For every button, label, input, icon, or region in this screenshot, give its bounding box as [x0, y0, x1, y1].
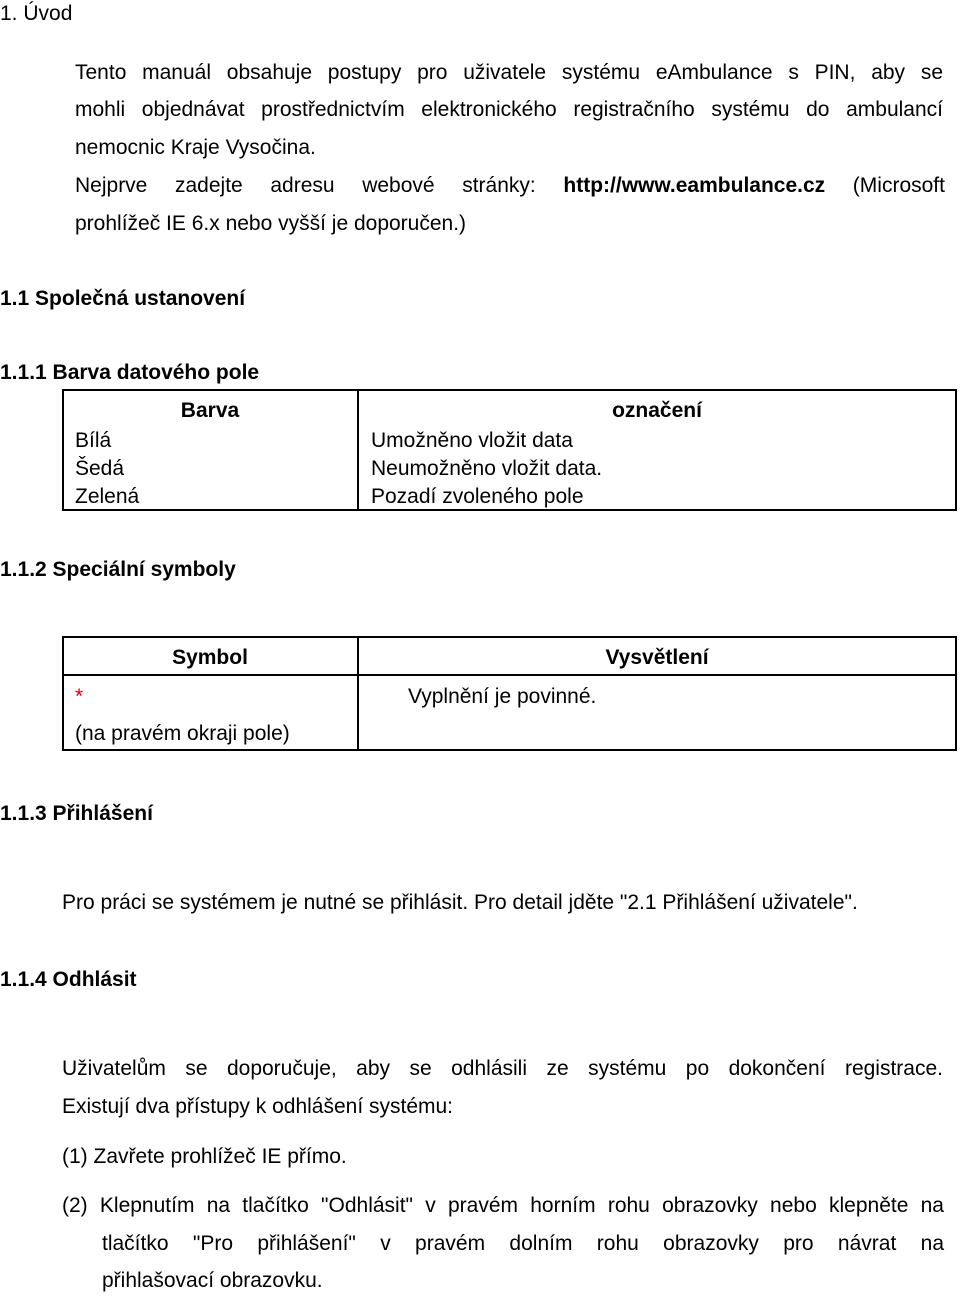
logout-line-2: Existují dva přístupy k odhlášení systému: [62, 1095, 454, 1118]
intro-line-1: Tento manuál obsahuje postupy pro uživatele systému eAmbulance s PIN, aby se [75, 61, 943, 84]
color-table-header-barva: Barva [180, 399, 240, 422]
color-table-cell: Neumožněno vložit data. [371, 457, 603, 480]
symbol-note: (na pravém okraji pole) [75, 722, 290, 745]
logout-item-2-line-1: (2) Klepnutím na tlačítko "Odhlásit" v pravém horním rohu obrazovky nebo klepněte na [62, 1194, 944, 1217]
heading-odhlasit: 1.1.4 Odhlásit [0, 968, 137, 991]
logout-line-1: Uživatelům se doporučuje, aby se odhlásili ze systému po dokončení registrace. [62, 1057, 943, 1080]
heading-spolecna-ustanoveni: 1.1 Společná ustanovení [0, 287, 246, 310]
logout-item-1: (1) Zavřete prohlížeč IE přímo. [62, 1145, 347, 1168]
color-table-cell: Šedá [75, 457, 125, 480]
heading-specialni-symboly: 1.1.2 Speciální symboly [0, 558, 236, 581]
heading-uvod: 1. Úvod [0, 2, 73, 25]
color-table-cell: Pozadí zvoleného pole [371, 485, 584, 508]
login-text: Pro práci se systémem je nutné se přihlásit. Pro detail jděte "2.1 Přihlášení uživatele". [62, 891, 858, 914]
intro-line-4 [75, 174, 945, 198]
intro-line-4-suffix: (Microsoft [852, 174, 945, 197]
symbol-table-header-rule [62, 674, 957, 676]
intro-line-2: mohli objednávat prostřednictvím elektronického registračního systému do ambulancí [75, 98, 943, 121]
symbol-explanation: Vyplnění je povinné. [408, 685, 597, 708]
intro-line-4-prefix: Nejprve zadejte adresu webové stránky: [75, 174, 536, 197]
website-url[interactable]: http://www.eambulance.cz [563, 174, 826, 197]
required-asterisk: * [75, 685, 84, 708]
logout-item-2-line-3: přihlašovací obrazovku. [102, 1269, 323, 1292]
color-table-cell: Bílá [75, 429, 112, 452]
symbol-table-header-symbol: Symbol [172, 646, 248, 669]
heading-barva-datoveho-pole: 1.1.1 Barva datového pole [0, 361, 260, 384]
color-table-cell: Zelená [75, 485, 140, 508]
intro-line-3: nemocnic Kraje Vysočina. [75, 136, 316, 159]
color-table-header-oznaceni: označení [612, 399, 702, 422]
symbol-table-header-vysvetleni: Vysvětlení [605, 646, 709, 669]
color-table-cell: Umožněno vložit data [371, 429, 573, 452]
intro-line-5: prohlížeč IE 6.x nebo vyšší je doporučen.) [75, 212, 467, 235]
logout-item-2-line-2: tlačítko "Pro přihlášení" v pravém dolním rohu obrazovky pro návrat na [102, 1232, 944, 1255]
heading-prihlaseni: 1.1.3 Přihlášení [0, 802, 153, 825]
